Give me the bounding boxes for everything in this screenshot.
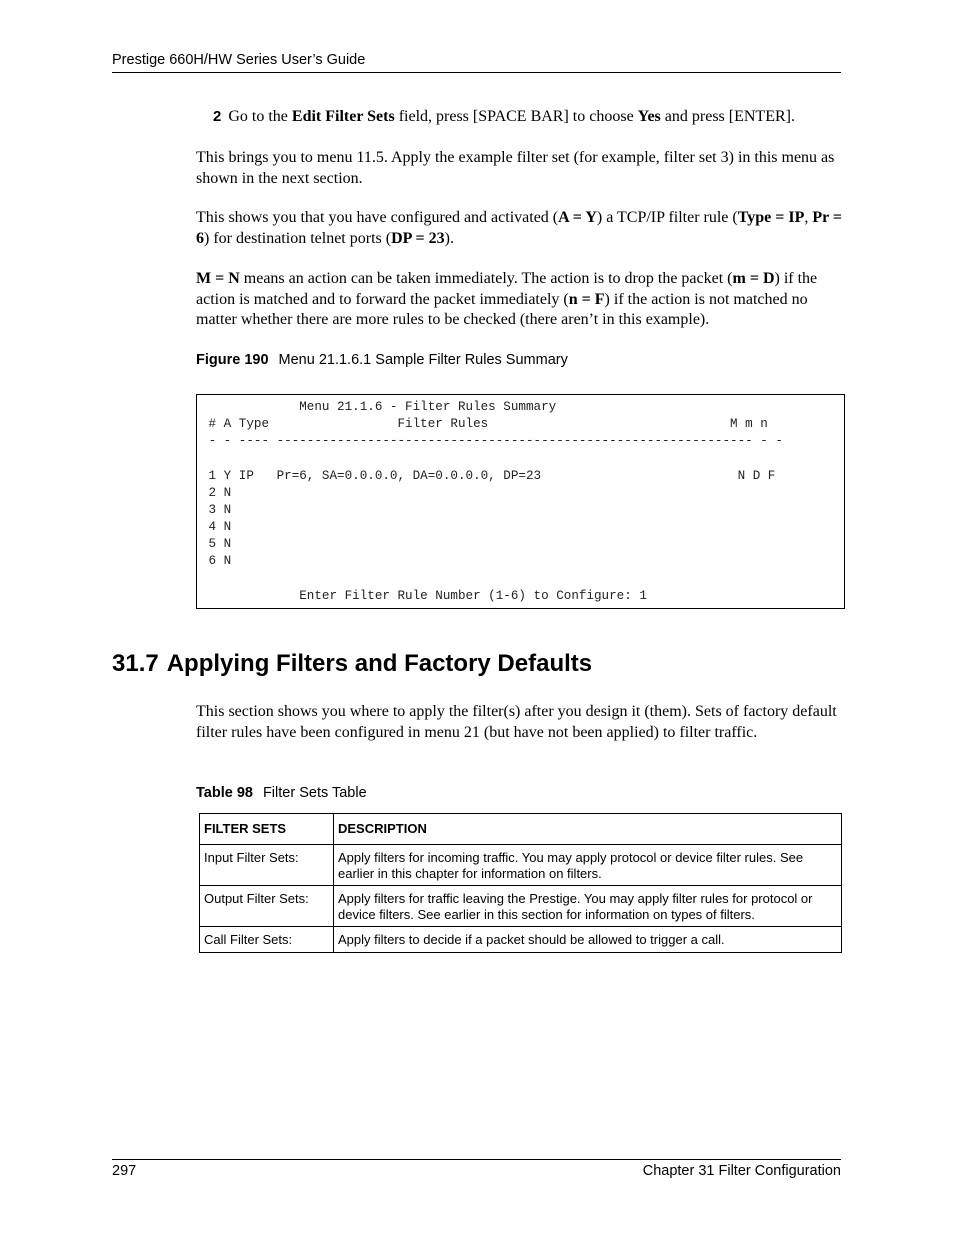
page-footer [112, 1159, 841, 1179]
screen-line: 3 N [201, 503, 232, 517]
table-row [200, 845, 842, 886]
filter-sets-table [199, 813, 842, 953]
bold-text: A = Y [558, 209, 597, 226]
screen-line: 6 N [201, 554, 232, 568]
bold-text: M = N [196, 270, 240, 287]
screen-line: 5 N [201, 537, 232, 551]
step-instruction [213, 106, 795, 128]
text: , [804, 209, 813, 226]
step-text: field, press [SPACE BAR] to choose [394, 108, 638, 125]
table-row [200, 927, 842, 953]
table-label: Table 98 [196, 785, 253, 801]
section-title: Applying Filters and Factory Defaults [166, 650, 593, 677]
table-title: Filter Sets Table [262, 785, 367, 801]
paragraph-menu-reference: This brings you to menu 11.5. Apply the example filter set (for example, filter set 3) in this menu as shown in the next section. [196, 149, 835, 187]
step-text: and press [ENTER]. [660, 108, 795, 125]
table-cell: Apply filters to decide if a packet should be allowed to trigger a call. [334, 927, 842, 953]
screen-line: 2 N [201, 486, 232, 500]
step-number: 2 [213, 108, 222, 125]
figure-title: Menu 21.1.6.1 Sample Filter Rules Summary [278, 352, 568, 368]
screen-line: Menu 21.1.6 - Filter Rules Summary [201, 400, 557, 414]
paragraph-filter-rule [196, 208, 846, 249]
paragraph-actions [196, 269, 846, 331]
screen-line: - - ---- --------------------------------------------------------------- - - [201, 434, 783, 448]
menu-screen [196, 394, 845, 609]
text: ) if the action is matched and to forward the packet immediately ( [196, 270, 818, 308]
text: ). [444, 229, 454, 247]
section-heading [112, 647, 592, 681]
column-header: DESCRIPTION [334, 814, 842, 845]
bold-text: DP = 23 [391, 229, 445, 247]
text: ) for destination telnet ports ( [204, 229, 392, 247]
figure-caption [196, 351, 568, 369]
table-header-row [200, 814, 842, 845]
bold-text: Type = IP [737, 209, 805, 226]
table-cell: Apply filters for incoming traffic. You may apply protocol or device filter rules. See earlier in this chapter for information on filters. [334, 845, 842, 886]
bold-text: Pr = 6 [196, 209, 843, 247]
section-intro: This section shows you where to apply the filter(s) after you design it (them). Sets of factory default filter rules have been configured in menu 21 (but have not been applied) to filter traffic. [196, 703, 837, 741]
screen-line: # A Type Filter Rules M m n [201, 417, 768, 431]
step-text: Go to the [228, 108, 292, 125]
chapter-title: Chapter 31 Filter Configuration [642, 1163, 841, 1179]
screen-line: 1 Y IP Pr=6, SA=0.0.0.0, DA=0.0.0.0, DP=23 N D F [201, 469, 776, 483]
step-field-name: Edit Filter Sets [291, 108, 395, 125]
table-row [200, 886, 842, 927]
bold-text: m = D [732, 270, 775, 287]
figure-label: Figure 190 [196, 352, 269, 368]
bold-text: n = F [568, 290, 605, 308]
text: ) a TCP/IP filter rule ( [596, 209, 738, 226]
step-choice: Yes [637, 108, 661, 125]
text: means an action can be taken immediately. The action is to drop the packet ( [239, 270, 733, 287]
text: This shows you that you have configured and activated ( [196, 209, 559, 226]
page-number: 297 [112, 1163, 137, 1179]
screen-line: 4 N [201, 520, 232, 534]
table-cell: Input Filter Sets: [200, 845, 334, 886]
table-cell: Output Filter Sets: [200, 886, 334, 927]
running-header [112, 51, 841, 73]
table-cell: Apply filters for traffic leaving the Prestige. You may apply filter rules for protocol or device filters. See earlier in this section for information on types of filters. [334, 886, 842, 927]
screen-prompt: Enter Filter Rule Number (1-6) to Configure: 1 [201, 589, 647, 603]
column-header: FILTER SETS [200, 814, 334, 845]
table-caption [196, 784, 367, 802]
text: ) if the action is not matched no matter whether there are more rules to be checked (there aren’t in this example). [196, 290, 808, 328]
header-title: Prestige 660H/HW Series User’s Guide [112, 52, 366, 68]
section-number: 31.7 [112, 650, 159, 677]
table-cell: Call Filter Sets: [200, 927, 334, 953]
